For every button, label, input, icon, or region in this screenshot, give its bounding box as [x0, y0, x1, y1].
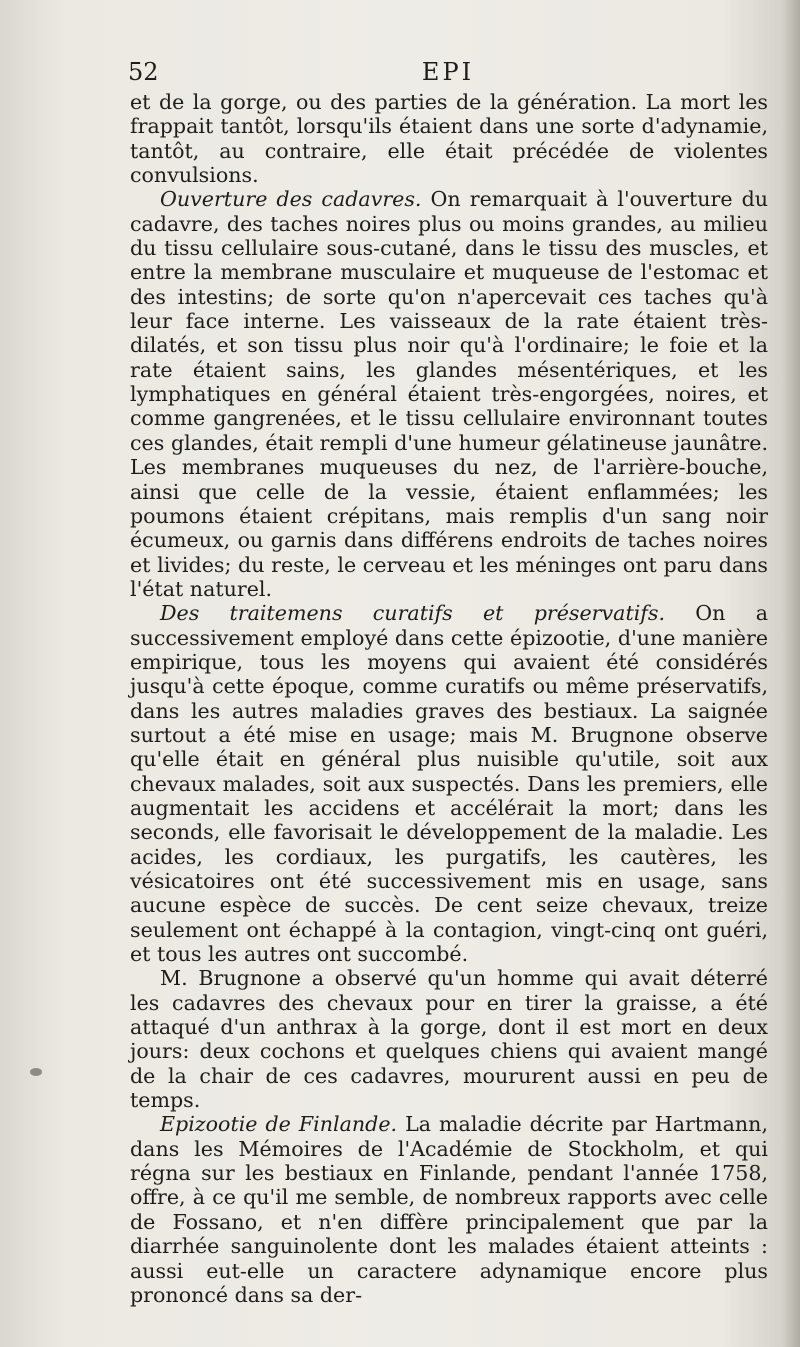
section-heading-traitemens: Des traitemens curatifs et préservatifs. [160, 601, 666, 626]
paragraph-1 [130, 90, 768, 187]
running-head: EPI [421, 58, 475, 86]
paragraph-1-text: et de la gorge, ou des parties de la génération. La mort les frappait tantôt, lorsqu'ils étaient dans une sorte d'adynamie, tantôt, au contraire, elle était précédée de violentes convulsions. [130, 90, 768, 188]
paragraph-2 [130, 187, 768, 601]
ink-smudge [30, 1068, 42, 1076]
page-spine-shadow [782, 0, 800, 1347]
paragraph-2-text: On remarquait à l'ouverture du cadavre, des taches noires plus ou moins grandes, au milieu du tissu cellulaire sous-cutané, dans le tissu des muscles, et entre la membrane musculaire et muqueuse de l'estomac et des intestins; de sorte qu'on n'apercevait ces taches qu'à leur face interne. Les vaisseaux de la rate étaient très-dilatés, et son tissu plus noir qu'à l'ordinaire; le foie et la rate étaient sains, les glandes mésentériques, et les lymphatiques en général étaient très-engorgées, noires, et comme gangrenées, et le tissu cellulaire environnant toutes ces glandes, était rempli d'une humeur gélatineuse jaunâtre. Les membranes muqueuses du nez, de l'arrière-bouche, ainsi que celle de la vessie, étaient enflammées; les poumons étaient crépitans, mais remplis d'un sang noir écumeux, ou garnis dans différens endroits de taches noires et livides; du reste, le cerveau et les méninges ont paru dans l'état naturel. [130, 187, 769, 601]
paragraph-4-text: M. Brugnone a observé qu'un homme qui avait déterré les cadavres des chevaux pour en tirer la graisse, a été attaqué d'un anthrax à la gorge, dont il est mort en deux jours: deux cochons et quelques chiens qui avaient mangé de la chair de ces cadavres, moururent aussi en peu de temps. [130, 966, 768, 1113]
paragraph-3 [130, 601, 768, 966]
paragraph-5-text: La maladie décrite par Hartmann, dans les Mémoires de l'Académie de Stockholm, et qui régna sur les bestiaux en Finlande, pendant l'année 1758, offre, à ce qu'il me semble, de nombreux rapports avec celle de Fossano, et n'en diffère principalement que par la diarrhée sanguinolente dont les malades étaient atteints : aussi eut-elle un caractere adynamique encore plus prononcé dans sa der- [130, 1112, 768, 1307]
paragraph-3-text: On a successivement employé dans cette épizootie, d'une manière empirique, tous les moyens qui avaient été considérés jusqu'à cette époque, comme curatifs ou même préservatifs, dans les autres maladies graves des bestiaux. La saignée surtout a été mise en usage; mais M. Brugnone observe qu'elle était en général plus nuisible qu'utile, soit aux chevaux malades, soit aux suspectés. Dans les premiers, elle augmentait les accidens et accélérait la mort; dans les seconds, elle favorisait le développement de la maladie. Les acides, les cordiaux, les purgatifs, les cautères, les vésicatoires ont été successivement mis en usage, sans aucune espèce de succès. De cent seize chevaux, treize seulement ont échappé à la contagion, vingt-cinq ont guéri, et tous les autres ont succombé. [130, 601, 768, 967]
paragraph-4 [130, 966, 768, 1112]
body-text [130, 90, 768, 1307]
paragraph-5 [130, 1112, 768, 1307]
page-header [128, 58, 768, 90]
page-number: 52 [128, 58, 159, 86]
section-heading-finlande: Epizootie de Finlande. [160, 1112, 398, 1137]
section-heading-ouverture: Ouverture des cadavres. [160, 187, 422, 212]
